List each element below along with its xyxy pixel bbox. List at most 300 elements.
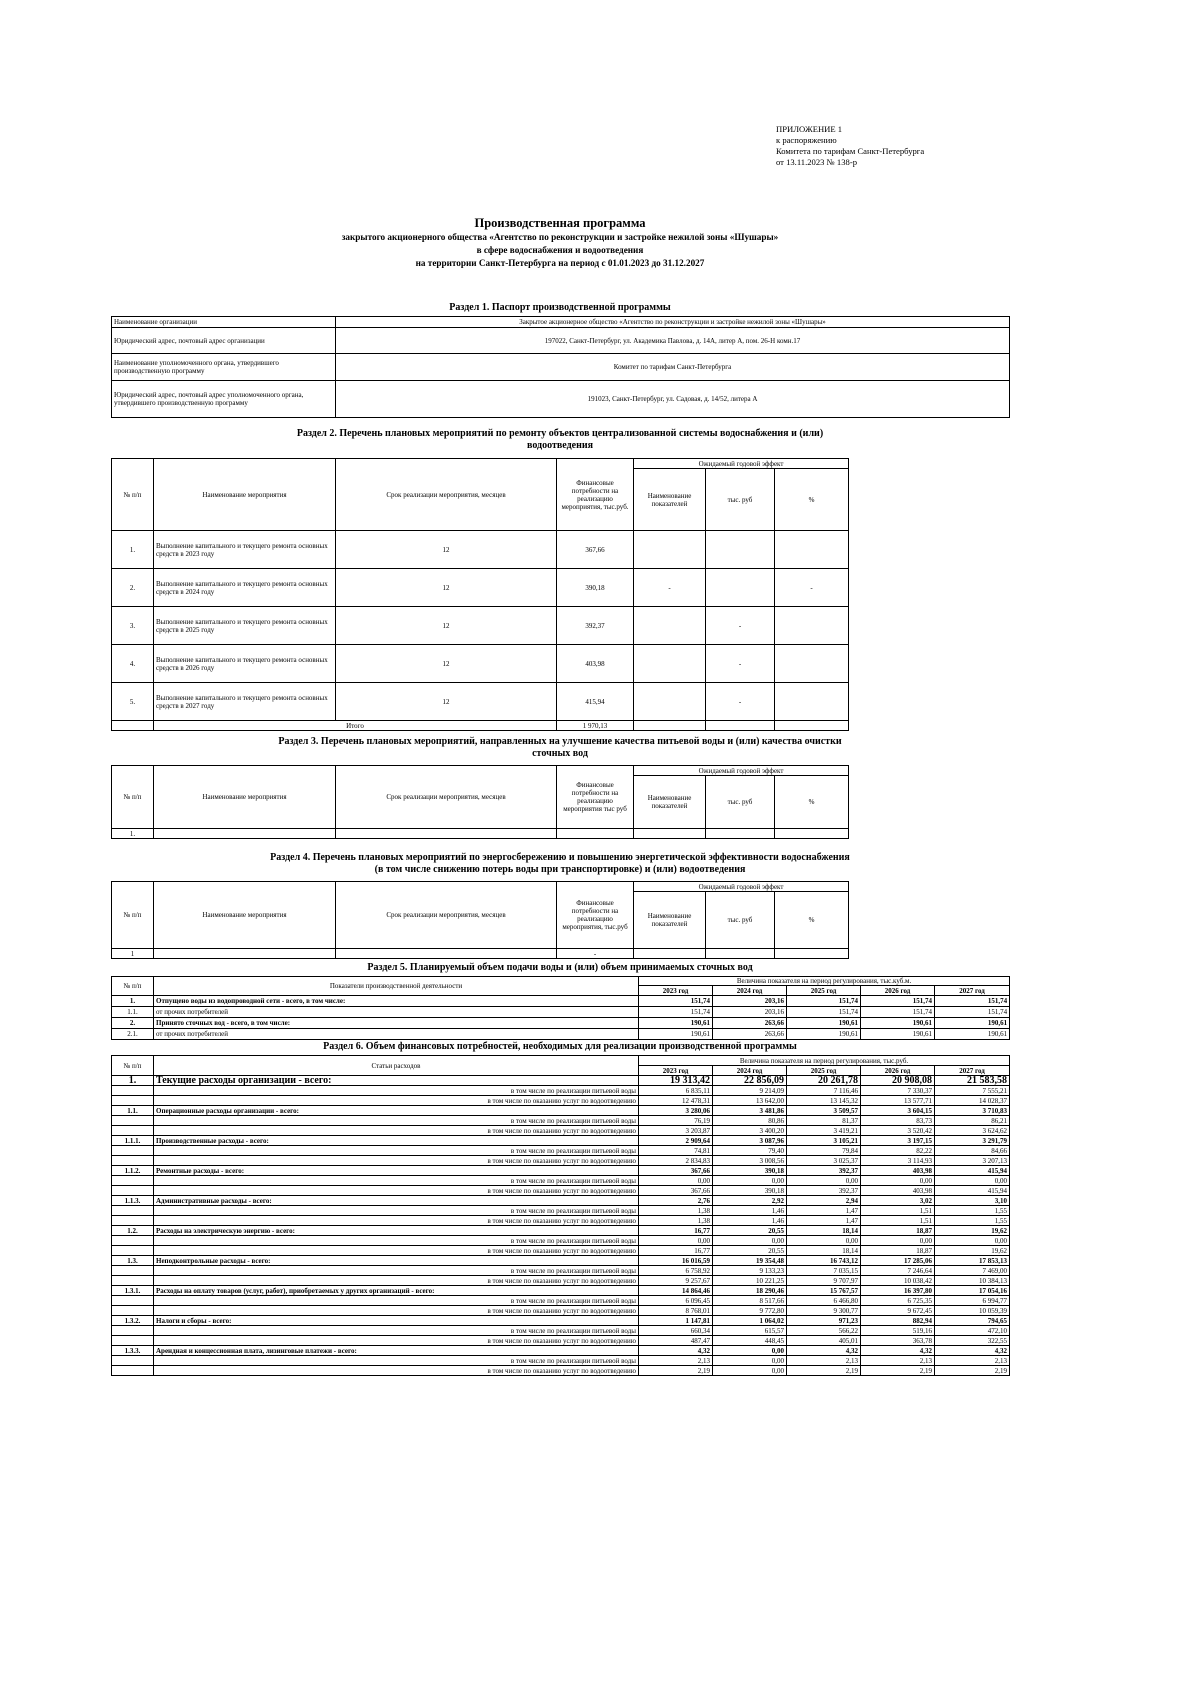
row-value: 971,23 xyxy=(787,1316,861,1326)
row-label: Текущие расходы организации - всего: xyxy=(154,1076,639,1086)
row-num xyxy=(112,1216,154,1226)
row-ind xyxy=(634,607,706,645)
row-num: 1. xyxy=(112,1076,154,1086)
row-value: 2,19 xyxy=(639,1366,713,1376)
row-value: 19,62 xyxy=(935,1246,1010,1256)
title-line-1: Производственная программа xyxy=(474,216,646,230)
row-value: 151,74 xyxy=(787,1007,861,1018)
row-value: 18,14 xyxy=(787,1226,861,1236)
row-value: 0,00 xyxy=(713,1236,787,1246)
header-num: № п/п xyxy=(112,882,154,949)
row-value: 151,74 xyxy=(639,996,713,1007)
header-rub: тыс. руб xyxy=(706,892,775,949)
row-value: 76,19 xyxy=(639,1116,713,1126)
row-value: 4,32 xyxy=(935,1346,1010,1356)
row-num: 4. xyxy=(112,645,154,683)
row-value: 203,16 xyxy=(713,1007,787,1018)
row-value: 151,74 xyxy=(639,1007,713,1018)
table-row xyxy=(112,1196,1010,1206)
table-row xyxy=(112,949,849,959)
row-value: 9 672,45 xyxy=(861,1306,935,1316)
row-fin: 390,18 xyxy=(557,569,634,607)
row-ind xyxy=(634,683,706,721)
appendix-line-1: ПРИЛОЖЕНИЕ 1 xyxy=(776,124,843,134)
section3-heading-line-2: сточных вод xyxy=(532,748,588,759)
row-value: 7 330,37 xyxy=(861,1086,935,1096)
row-value: 6 758,92 xyxy=(639,1266,713,1276)
row-value: 82,22 xyxy=(861,1146,935,1156)
row-fin: 367,66 xyxy=(557,531,634,569)
table-header-row xyxy=(112,1056,1010,1066)
row-value: 151,74 xyxy=(935,1007,1010,1018)
row-value: 9 772,80 xyxy=(713,1306,787,1316)
header-term: Срок реализации мероприятия, месяцев xyxy=(336,882,557,949)
water-volume-table xyxy=(111,976,1010,1040)
row-value: 151,74 xyxy=(861,1007,935,1018)
row-value: 2 834,83 xyxy=(639,1156,713,1166)
row-value: 10 059,39 xyxy=(935,1306,1010,1316)
row-num xyxy=(112,1246,154,1256)
row-value: 2,94 xyxy=(787,1196,861,1206)
appendix-line-4: от 13.11.2023 № 138-р xyxy=(776,157,857,167)
row-label: в том числе по реализации питьевой воды xyxy=(154,1296,639,1306)
row-pct xyxy=(775,531,849,569)
row-value: 9 257,67 xyxy=(639,1276,713,1286)
header-pct: % xyxy=(775,469,849,531)
row-num: 1.1. xyxy=(112,1007,154,1018)
row-num xyxy=(112,1176,154,1186)
financial-needs-table xyxy=(111,1055,1010,1376)
row-rub xyxy=(706,569,775,607)
row-num: 5. xyxy=(112,683,154,721)
row-value: 1,38 xyxy=(639,1206,713,1216)
row-ind xyxy=(634,531,706,569)
row-label: в том числе по реализации питьевой воды xyxy=(154,1326,639,1336)
row-value: 0,00 xyxy=(713,1356,787,1366)
row-rub: - xyxy=(706,607,775,645)
row-value: 390,18 xyxy=(713,1166,787,1176)
row-value: 190,61 xyxy=(639,1029,713,1040)
row-value: 0,00 xyxy=(935,1236,1010,1246)
row-num xyxy=(112,1186,154,1196)
row-value: 22 856,09 xyxy=(713,1076,787,1086)
row-value: 6 466,80 xyxy=(787,1296,861,1306)
row-label: в том числе по оказанию услуг по водоотведению xyxy=(154,1216,639,1226)
row-label: Отпущено воды из водопроводной сети - всего, в том числе: xyxy=(154,996,639,1007)
row-value: 14 864,46 xyxy=(639,1286,713,1296)
row-num xyxy=(112,1086,154,1096)
table-row xyxy=(112,1346,1010,1356)
row-label: Административные расходы - всего: xyxy=(154,1196,639,1206)
table-row xyxy=(112,531,849,569)
row-value: 16 016,59 xyxy=(639,1256,713,1266)
table-row xyxy=(112,1096,1010,1106)
table-header-row xyxy=(112,459,849,469)
section6-heading: Раздел 6. Объем финансовых потребностей, необходимых для реализации производственной программы xyxy=(323,1041,797,1052)
row-value: 190,61 xyxy=(787,1018,861,1029)
document-title xyxy=(110,216,1010,270)
row-value: 151,74 xyxy=(787,996,861,1007)
year-header: 2026 год xyxy=(861,1066,935,1076)
row-label: в том числе по реализации питьевой воды xyxy=(154,1266,639,1276)
row-ind xyxy=(634,645,706,683)
passport-value: Закрытое акционерное общество «Агентство по реконструкции и застройке нежилой зоны «Шушары» xyxy=(336,317,1010,328)
row-num xyxy=(112,1206,154,1216)
row-value: 3 710,83 xyxy=(935,1106,1010,1116)
table-header-row xyxy=(112,882,849,892)
table-row xyxy=(112,1146,1010,1156)
title-line-2: закрытого акционерного общества «Агентство по реконструкции и застройке нежилой зоны «Шушары» xyxy=(341,232,779,242)
row-label: Расходы на оплату товаров (услуг, работ), приобретаемых у других организаций - всего: xyxy=(154,1286,639,1296)
row-value: 1,51 xyxy=(861,1206,935,1216)
row-value: 3 291,79 xyxy=(935,1136,1010,1146)
row-num: 1.3. xyxy=(112,1256,154,1266)
row-value: 190,61 xyxy=(861,1018,935,1029)
row-value: 17 285,06 xyxy=(861,1256,935,1266)
table-row xyxy=(112,1007,1010,1018)
header-effect: Ожидаемый годовой эффект xyxy=(634,882,849,892)
row-num: 1.1.3. xyxy=(112,1196,154,1206)
row-value: 2,19 xyxy=(935,1366,1010,1376)
row-value: 20 908,08 xyxy=(861,1076,935,1086)
row-name: Выполнение капитального и текущего ремонта основных средств в 2026 году xyxy=(154,645,336,683)
row-value: 3,10 xyxy=(935,1196,1010,1206)
row-term xyxy=(336,829,557,839)
row-value: 74,81 xyxy=(639,1146,713,1156)
header-indicators: Наименование показателей xyxy=(634,469,706,531)
row-value: 3 280,06 xyxy=(639,1106,713,1116)
table-row xyxy=(112,1116,1010,1126)
row-num: 2.1. xyxy=(112,1029,154,1040)
year-header: 2025 год xyxy=(787,1066,861,1076)
row-num: 1.1.2. xyxy=(112,1166,154,1176)
year-header: 2023 год xyxy=(639,986,713,996)
row-value: 8 517,66 xyxy=(713,1296,787,1306)
row-value: 13 642,00 xyxy=(713,1096,787,1106)
row-value: 415,94 xyxy=(935,1166,1010,1176)
table-row xyxy=(112,1156,1010,1166)
passport-row xyxy=(112,317,1010,328)
row-pct xyxy=(775,829,849,839)
row-value: 1 147,81 xyxy=(639,1316,713,1326)
row-value: 79,84 xyxy=(787,1146,861,1156)
row-value: 151,74 xyxy=(861,996,935,1007)
row-value: 487,47 xyxy=(639,1336,713,1346)
water-quality-table xyxy=(111,765,849,839)
table-row xyxy=(112,1206,1010,1216)
row-value: 86,21 xyxy=(935,1116,1010,1126)
row-value: 190,61 xyxy=(639,1018,713,1029)
row-value: 3 025,37 xyxy=(787,1156,861,1166)
table-row xyxy=(112,607,849,645)
row-value: 519,16 xyxy=(861,1326,935,1336)
row-num xyxy=(112,1266,154,1276)
row-value: 16 743,12 xyxy=(787,1256,861,1266)
row-value: 3 105,21 xyxy=(787,1136,861,1146)
appendix-line-2: к распоряжению xyxy=(776,135,837,145)
row-label: в том числе по оказанию услуг по водоотведению xyxy=(154,1306,639,1316)
row-value: 566,22 xyxy=(787,1326,861,1336)
header-fin: Финансовые потребности на реализацию мероприятия, тыс.руб. xyxy=(557,459,634,531)
section2-heading-line-1: Раздел 2. Перечень плановых мероприятий по ремонту объектов централизованной системы водоснабжения и (или) xyxy=(296,428,824,439)
row-value: 17 054,16 xyxy=(935,1286,1010,1296)
row-label: в том числе по реализации питьевой воды xyxy=(154,1176,639,1186)
row-value: 7 555,21 xyxy=(935,1086,1010,1096)
row-label: в том числе по оказанию услуг по водоотведению xyxy=(154,1246,639,1256)
passport-key: Наименование уполномоченного органа, утвердившего производственную программу xyxy=(112,354,336,381)
row-num xyxy=(112,1306,154,1316)
row-num: 1. xyxy=(112,531,154,569)
row-value: 84,66 xyxy=(935,1146,1010,1156)
row-value: 2,13 xyxy=(935,1356,1010,1366)
row-value: 14 028,37 xyxy=(935,1096,1010,1106)
table-row xyxy=(112,1276,1010,1286)
row-ind: - xyxy=(634,569,706,607)
row-value: 0,00 xyxy=(713,1176,787,1186)
row-value: 6 096,45 xyxy=(639,1296,713,1306)
row-num: 2. xyxy=(112,1018,154,1029)
row-pct xyxy=(775,645,849,683)
row-value: 10 221,25 xyxy=(713,1276,787,1286)
table-row xyxy=(112,1176,1010,1186)
row-value: 415,94 xyxy=(935,1186,1010,1196)
row-value: 0,00 xyxy=(861,1176,935,1186)
row-label: Производственные расходы - всего: xyxy=(154,1136,639,1146)
row-name: Выполнение капитального и текущего ремонта основных средств в 2027 году xyxy=(154,683,336,721)
row-value: 0,00 xyxy=(787,1176,861,1186)
row-value: 3 400,20 xyxy=(713,1126,787,1136)
row-value: 322,55 xyxy=(935,1336,1010,1346)
row-value: 390,18 xyxy=(713,1186,787,1196)
header-fin: Финансовые потребности на реализацию мероприятия, тыс.руб xyxy=(557,882,634,949)
row-value: 2,19 xyxy=(861,1366,935,1376)
table-row xyxy=(112,1186,1010,1196)
row-num xyxy=(112,1096,154,1106)
row-value: 18,14 xyxy=(787,1246,861,1256)
header-effect: Ожидаемый годовой эффект xyxy=(634,459,849,469)
row-label: Расходы на электрическую энергию - всего: xyxy=(154,1226,639,1236)
row-label: в том числе по реализации питьевой воды xyxy=(154,1236,639,1246)
row-value: 2,13 xyxy=(639,1356,713,1366)
row-term: 12 xyxy=(336,531,557,569)
passport-key: Наименование организации xyxy=(112,317,336,328)
table-row xyxy=(112,1106,1010,1116)
row-value: 0,00 xyxy=(639,1176,713,1186)
passport-table xyxy=(111,316,1010,418)
row-value: 1,47 xyxy=(787,1216,861,1226)
row-fin: 403,98 xyxy=(557,645,634,683)
row-value: 18,87 xyxy=(861,1226,935,1236)
row-num: 1.1. xyxy=(112,1106,154,1116)
row-value: 1,46 xyxy=(713,1206,787,1216)
row-value: 20,55 xyxy=(713,1246,787,1256)
section3-heading xyxy=(110,736,1010,760)
row-value: 2,76 xyxy=(639,1196,713,1206)
row-value: 20,55 xyxy=(713,1226,787,1236)
header-rub: тыс. руб xyxy=(706,469,775,531)
row-value: 2,19 xyxy=(787,1366,861,1376)
table-row xyxy=(112,1286,1010,1296)
table-row xyxy=(112,1256,1010,1266)
row-num xyxy=(112,1336,154,1346)
row-value: 12 478,31 xyxy=(639,1096,713,1106)
row-label: в том числе по оказанию услуг по водоотведению xyxy=(154,1156,639,1166)
row-value: 1,46 xyxy=(713,1216,787,1226)
table-row xyxy=(112,1126,1010,1136)
row-value: 16,77 xyxy=(639,1226,713,1236)
row-value: 3 203,87 xyxy=(639,1126,713,1136)
row-value: 3 419,21 xyxy=(787,1126,861,1136)
row-value: 7 246,64 xyxy=(861,1266,935,1276)
row-label: в том числе по оказанию услуг по водоотведению xyxy=(154,1186,639,1196)
appendix-block xyxy=(776,124,924,168)
total-row xyxy=(112,721,849,731)
passport-key: Юридический адрес, почтовый адрес уполномоченного органа, утвердившего производственную программу xyxy=(112,381,336,418)
row-value: 403,98 xyxy=(861,1166,935,1176)
row-rub: - xyxy=(706,645,775,683)
row-value: 10 038,42 xyxy=(861,1276,935,1286)
row-label: в том числе по реализации питьевой воды xyxy=(154,1356,639,1366)
passport-row xyxy=(112,381,1010,418)
header-term: Срок реализации мероприятия, месяцев xyxy=(336,766,557,829)
row-value: 4,32 xyxy=(787,1346,861,1356)
row-value: 1,47 xyxy=(787,1206,861,1216)
table-row xyxy=(112,1306,1010,1316)
row-label: от прочих потребителей xyxy=(154,1007,639,1018)
table-row xyxy=(112,1366,1010,1376)
row-value: 13 145,32 xyxy=(787,1096,861,1106)
row-value: 1,55 xyxy=(935,1206,1010,1216)
row-name: Выполнение капитального и текущего ремонта основных средств в 2025 году xyxy=(154,607,336,645)
passport-row xyxy=(112,354,1010,381)
row-value: 3 624,62 xyxy=(935,1126,1010,1136)
row-value: 6 835,11 xyxy=(639,1086,713,1096)
row-value: 15 767,57 xyxy=(787,1286,861,1296)
table-row xyxy=(112,1018,1010,1029)
row-value: 6 994,77 xyxy=(935,1296,1010,1306)
row-label: в том числе по реализации питьевой воды xyxy=(154,1146,639,1156)
row-num xyxy=(112,1126,154,1136)
row-value: 448,45 xyxy=(713,1336,787,1346)
row-num: 1.3.1. xyxy=(112,1286,154,1296)
row-term: 12 xyxy=(336,645,557,683)
row-value: 17 853,13 xyxy=(935,1256,1010,1266)
row-label: от прочих потребителей xyxy=(154,1029,639,1040)
row-label: в том числе по реализации питьевой воды xyxy=(154,1086,639,1096)
table-row xyxy=(112,569,849,607)
row-num: 1. xyxy=(112,829,154,839)
header-values: Величина показателя на период регулирования, тыс.руб. xyxy=(639,1056,1010,1066)
row-value: 3 604,15 xyxy=(861,1106,935,1116)
row-label: в том числе по оказанию услуг по водоотведению xyxy=(154,1096,639,1106)
row-value: 392,37 xyxy=(787,1186,861,1196)
row-fin xyxy=(557,829,634,839)
header-pct: % xyxy=(775,892,849,949)
row-value: 3 114,93 xyxy=(861,1156,935,1166)
row-label: в том числе по оказанию услуг по водоотведению xyxy=(154,1276,639,1286)
row-value: 21 583,58 xyxy=(935,1076,1010,1086)
row-label: в том числе по реализации питьевой воды xyxy=(154,1116,639,1126)
row-value: 190,61 xyxy=(935,1029,1010,1040)
row-value: 9 133,23 xyxy=(713,1266,787,1276)
row-value: 6 725,35 xyxy=(861,1296,935,1306)
row-value: 0,00 xyxy=(787,1236,861,1246)
row-ind xyxy=(634,949,706,959)
section2-heading-line-2: водоотведения xyxy=(526,440,594,451)
row-value: 80,86 xyxy=(713,1116,787,1126)
row-label: Операционные расходы организации - всего: xyxy=(154,1106,639,1116)
year-header: 2026 год xyxy=(861,986,935,996)
header-fin: Финансовые потребности на реализацию мероприятия тыс руб xyxy=(557,766,634,829)
row-value: 0,00 xyxy=(935,1176,1010,1186)
row-label: Ремонтные расходы - всего: xyxy=(154,1166,639,1176)
row-value: 13 577,71 xyxy=(861,1096,935,1106)
row-pct xyxy=(775,949,849,959)
row-value: 3 509,57 xyxy=(787,1106,861,1116)
table-row xyxy=(112,1326,1010,1336)
row-value: 794,65 xyxy=(935,1316,1010,1326)
table-row xyxy=(112,645,849,683)
row-value: 19 354,48 xyxy=(713,1256,787,1266)
row-num xyxy=(112,1236,154,1246)
row-rub xyxy=(706,949,775,959)
row-value: 7 469,00 xyxy=(935,1266,1010,1276)
table-row xyxy=(112,1226,1010,1236)
row-value: 3 197,15 xyxy=(861,1136,935,1146)
row-rub xyxy=(706,829,775,839)
row-label: Неподконтрольные расходы - всего: xyxy=(154,1256,639,1266)
total-value: 1 970,13 xyxy=(557,721,634,731)
row-label: в том числе по оказанию услуг по водоотведению xyxy=(154,1336,639,1346)
row-fin: 392,37 xyxy=(557,607,634,645)
financial-needs-body xyxy=(112,1056,1010,1376)
row-name xyxy=(154,949,336,959)
year-header: 2025 год xyxy=(787,986,861,996)
table-row xyxy=(112,1029,1010,1040)
passport-row xyxy=(112,328,1010,354)
section4-heading-line-2: (в том числе снижению потерь воды при транспортировке) и (или) водоотведения xyxy=(374,864,746,875)
header-effect: Ожидаемый годовой эффект xyxy=(634,766,849,776)
row-value: 19,62 xyxy=(935,1226,1010,1236)
row-num xyxy=(112,1356,154,1366)
row-value: 392,37 xyxy=(787,1166,861,1176)
header-num: № п/п xyxy=(112,1056,154,1076)
row-value: 8 768,01 xyxy=(639,1306,713,1316)
row-num: 3. xyxy=(112,607,154,645)
row-value: 263,66 xyxy=(713,1018,787,1029)
row-term: 12 xyxy=(336,683,557,721)
row-num: 1 xyxy=(112,949,154,959)
row-value: 367,66 xyxy=(639,1166,713,1176)
row-value: 9 707,97 xyxy=(787,1276,861,1286)
year-header: 2027 год xyxy=(935,986,1010,996)
row-value: 1,51 xyxy=(861,1216,935,1226)
row-value: 367,66 xyxy=(639,1186,713,1196)
row-term: 12 xyxy=(336,569,557,607)
passport-value: 191023, Санкт-Петербург, ул. Садовая, д. 14/52, литера А xyxy=(336,381,1010,418)
table-row xyxy=(112,996,1010,1007)
header-term: Срок реализации мероприятия, месяцев xyxy=(336,459,557,531)
row-num: 1.1.1. xyxy=(112,1136,154,1146)
row-fin: - xyxy=(557,949,634,959)
table-row xyxy=(112,1216,1010,1226)
row-value: 0,00 xyxy=(713,1366,787,1376)
appendix-line-3: Комитета по тарифам Санкт-Петербурга xyxy=(776,146,925,156)
row-num: 1.3.2. xyxy=(112,1316,154,1326)
year-header: 2027 год xyxy=(935,1066,1010,1076)
section5-heading: Раздел 5. Планируемый объем подачи воды и (или) объем принимаемых сточных вод xyxy=(367,962,753,973)
row-label: Арендная и концессионная плата, лизинговые платежи - всего: xyxy=(154,1346,639,1356)
